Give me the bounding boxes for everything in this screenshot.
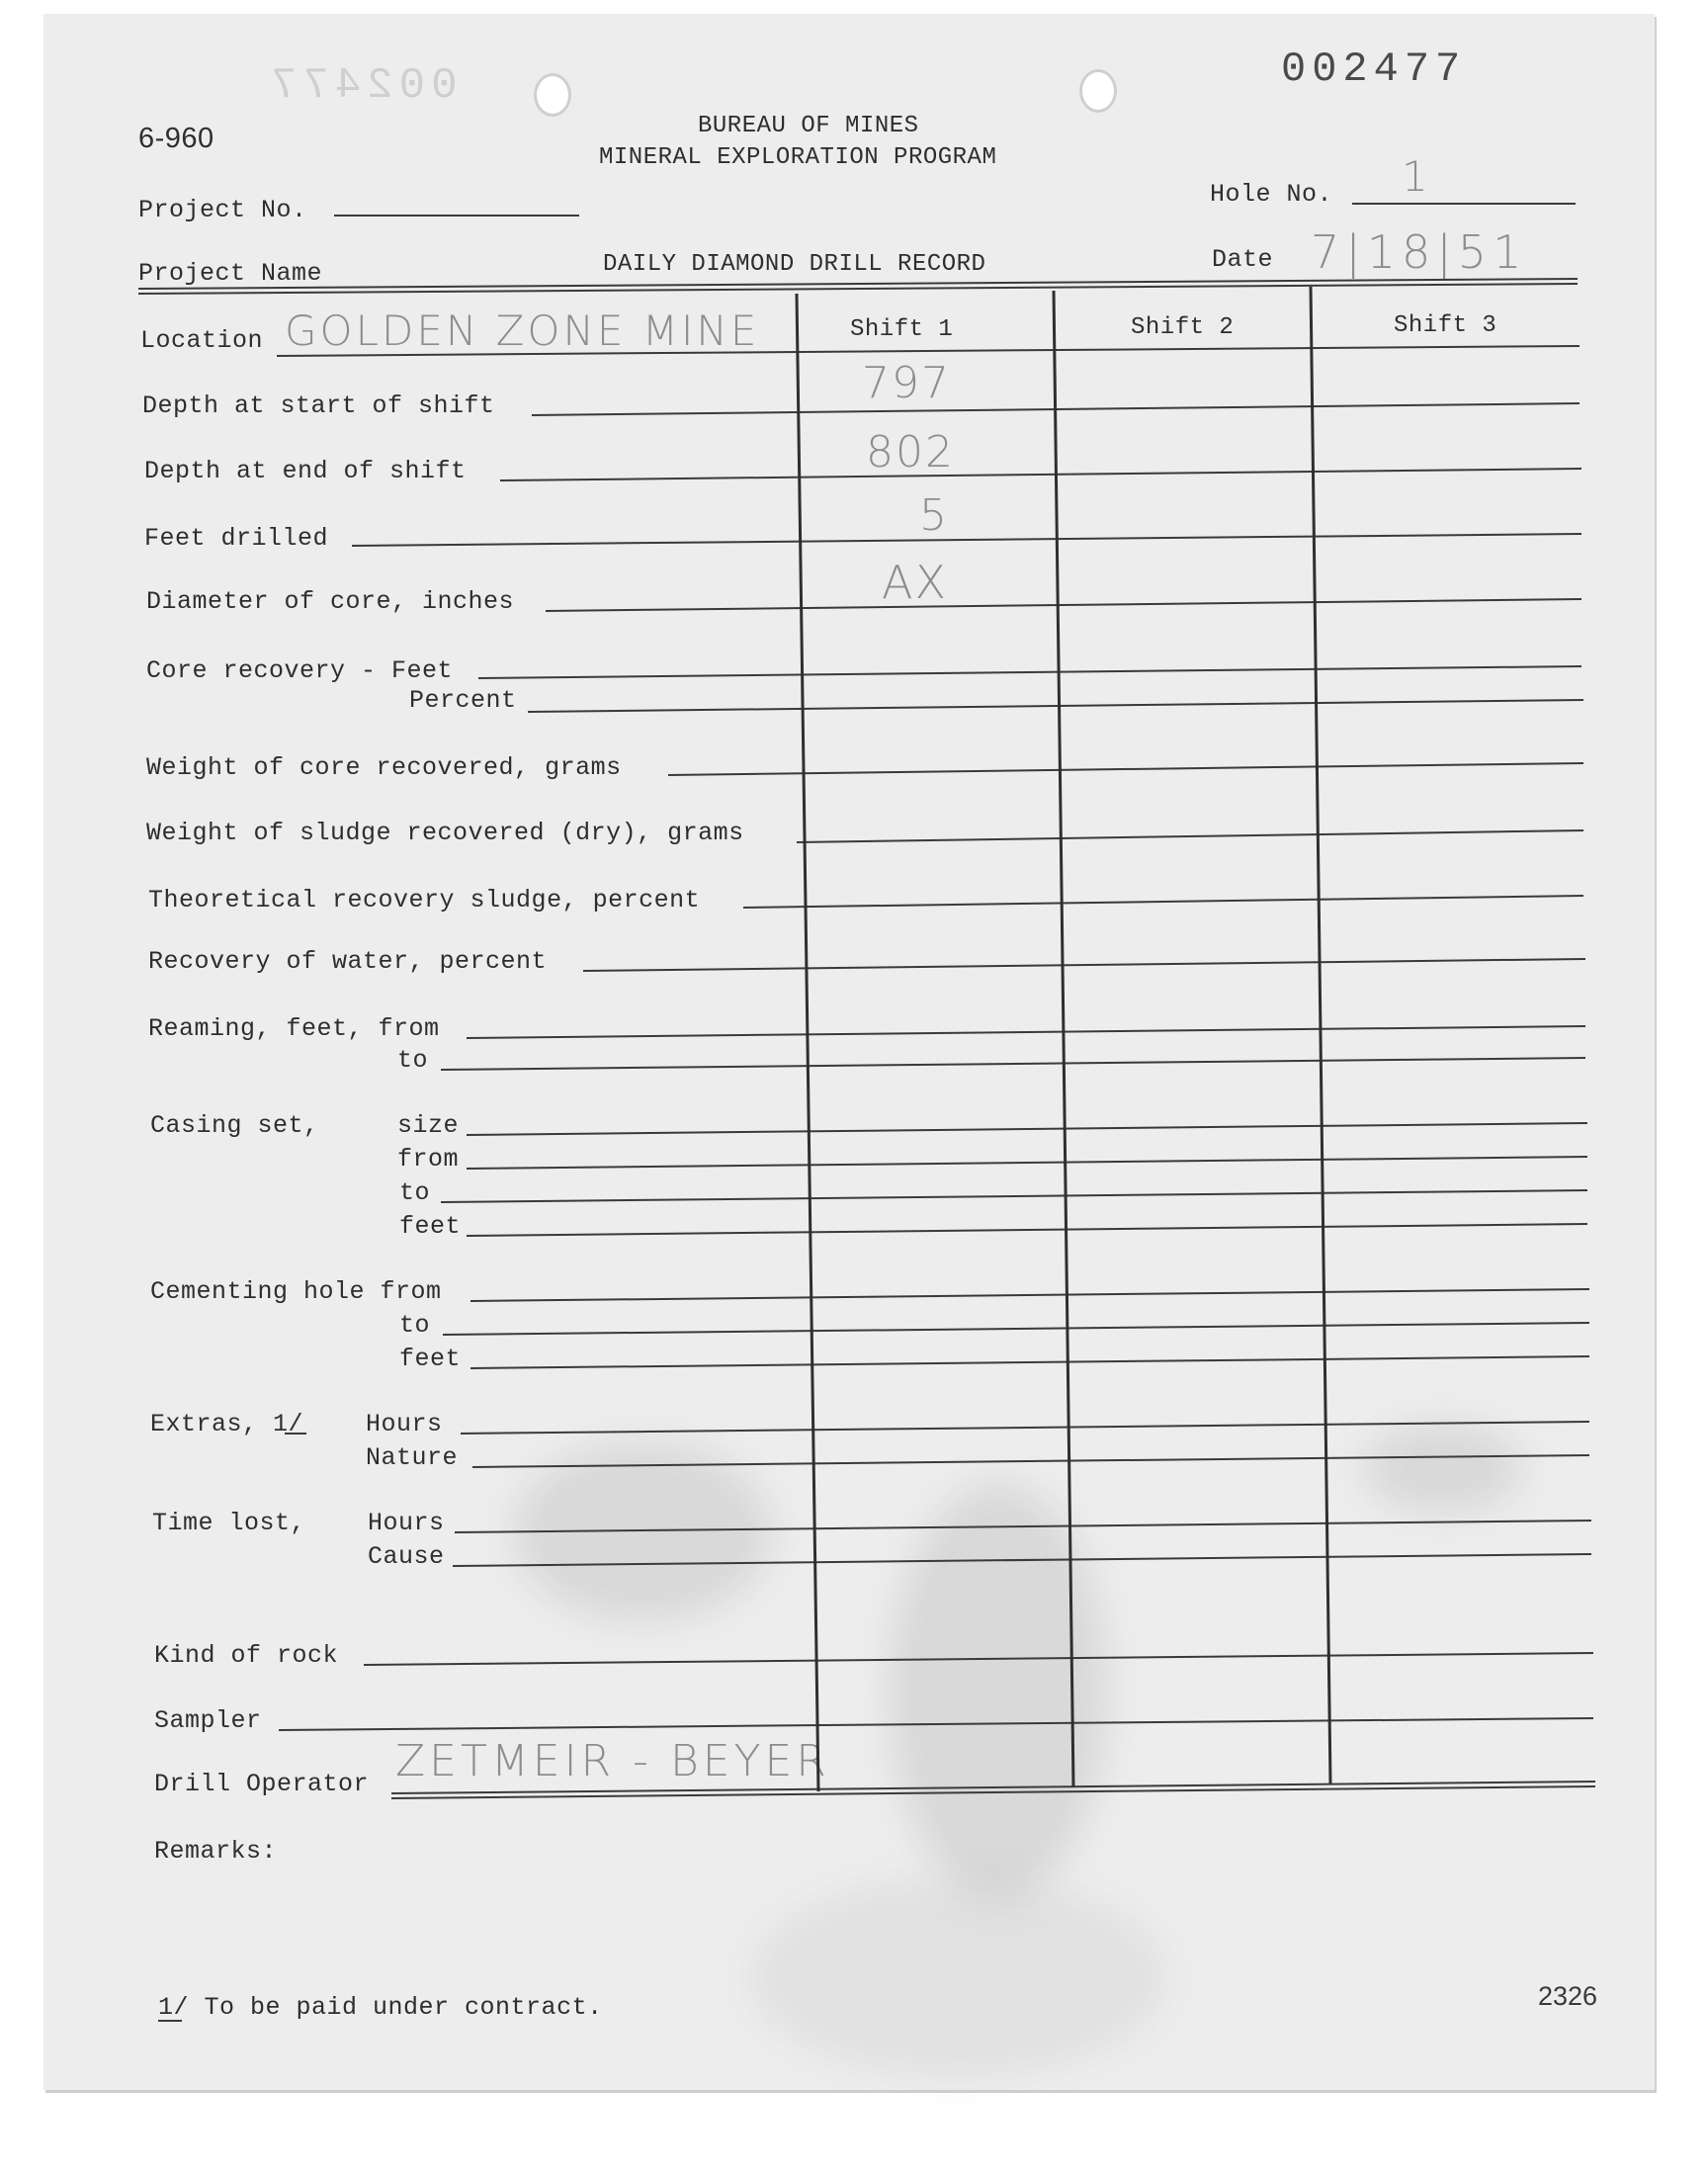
column-divider-3 xyxy=(1311,287,1330,1784)
row-line-kind-of-rock xyxy=(364,1653,1593,1665)
shift-3-header: Shift 3 xyxy=(1394,312,1497,339)
footnote: 1/ To be paid under contract. xyxy=(158,1993,603,2022)
row-line-cementing-to xyxy=(443,1323,1589,1335)
row-line-casing-from xyxy=(467,1157,1587,1169)
row-line-core-recovery-feet xyxy=(478,666,1581,678)
project-name-label: Project Name xyxy=(138,259,323,288)
agency-title: BUREAU OF MINES xyxy=(698,113,919,139)
drill-operator-value: ZETMEIR - BEYER xyxy=(395,1736,830,1786)
project-no-label: Project No. xyxy=(138,196,307,224)
shift-2-header: Shift 2 xyxy=(1131,314,1235,341)
row-label-core-diameter: Diameter of core, inches xyxy=(146,587,515,616)
row-sublabel-casing-to: to xyxy=(399,1178,431,1207)
hole-no-label: Hole No. xyxy=(1210,180,1333,209)
row-line-time-lost-cause xyxy=(453,1554,1591,1566)
column-divider-2 xyxy=(1054,291,1073,1787)
row-label-extras: Extras, 1/ xyxy=(150,1410,304,1438)
row-line-casing-to xyxy=(441,1190,1587,1202)
date-value: 7|18|51 xyxy=(1311,225,1528,279)
column-divider-1 xyxy=(797,294,818,1791)
core-diameter-shift1: AX xyxy=(882,556,948,609)
drill-operator-label: Drill Operator xyxy=(154,1770,370,1798)
location-value: GOLDEN ZONE MINE xyxy=(285,306,760,355)
row-sublabel-percent: Percent xyxy=(409,686,517,715)
row-line-extras-nature xyxy=(472,1455,1589,1467)
row-label-sampler: Sampler xyxy=(154,1706,262,1735)
row-line-cementing-from xyxy=(470,1289,1589,1301)
row-sublabel-reaming-to: to xyxy=(397,1046,429,1075)
row-sublabel-time-lost-cause: Cause xyxy=(368,1542,445,1571)
row-label-cementing: Cementing hole from xyxy=(150,1277,442,1306)
row-sublabel-extras-hours: Hours xyxy=(366,1410,443,1438)
header-rule-bottom xyxy=(138,284,1578,294)
row-label-reaming: Reaming, feet, from xyxy=(148,1014,440,1043)
row-line-theoretical-recovery xyxy=(743,896,1583,908)
shift-1-header: Shift 1 xyxy=(850,316,954,343)
document-stamp-number: 002477 xyxy=(1281,45,1467,93)
row-line-reaming-from xyxy=(467,1026,1585,1038)
row-label-time-lost: Time lost, xyxy=(152,1509,306,1537)
row-sublabel-cementing-feet: feet xyxy=(399,1345,462,1373)
form-number: 6-960 xyxy=(138,123,214,154)
hole-no-value: 1 xyxy=(1402,152,1430,201)
bleed-through-stamp: 002477 xyxy=(265,61,458,111)
program-title: MINERAL EXPLORATION PROGRAM xyxy=(599,144,997,171)
row-line-casing-feet xyxy=(467,1224,1587,1236)
row-line-cementing-feet xyxy=(470,1356,1589,1368)
feet-drilled-shift1: 5 xyxy=(919,490,949,541)
record-title: DAILY DIAMOND DRILL RECORD xyxy=(603,251,986,278)
row-label-casing: Casing set, xyxy=(150,1111,319,1140)
location-label: Location xyxy=(140,326,264,355)
row-sublabel-extras-nature: Nature xyxy=(366,1443,459,1472)
row-sublabel-casing-feet: feet xyxy=(399,1212,462,1241)
row-sublabel-casing-size: size xyxy=(397,1111,460,1140)
row-label-core-recovery: Core recovery - Feet xyxy=(146,656,454,685)
depth-start-shift1: 797 xyxy=(862,358,951,408)
row-label-core-weight: Weight of core recovered, grams xyxy=(146,753,622,782)
remarks-label: Remarks: xyxy=(154,1837,278,1866)
row-sublabel-casing-from: from xyxy=(397,1145,460,1174)
row-line-extras-hours xyxy=(461,1422,1589,1434)
row-line-core-diameter xyxy=(546,599,1581,611)
depth-end-shift1: 802 xyxy=(866,427,955,478)
row-line-water-recovery xyxy=(583,959,1585,971)
header-rule-top xyxy=(138,279,1578,289)
row-line-time-lost-hours xyxy=(455,1521,1591,1532)
row-line-sampler xyxy=(279,1718,1593,1730)
row-line-sludge-weight xyxy=(797,830,1583,842)
row-label-feet-drilled: Feet drilled xyxy=(144,524,329,553)
row-line-depth-end xyxy=(500,469,1581,480)
page-code: 2326 xyxy=(1538,1981,1598,2011)
row-label-theoretical-recovery: Theoretical recovery sludge, percent xyxy=(148,886,701,914)
row-line-core-recovery-percent xyxy=(528,700,1583,712)
row-label-kind-of-rock: Kind of rock xyxy=(154,1641,339,1670)
row-line-reaming-to xyxy=(441,1058,1585,1070)
row-label-sludge-weight: Weight of sludge recovered (dry), grams xyxy=(146,819,744,847)
location-line xyxy=(277,346,1580,356)
row-label-depth-start: Depth at start of shift xyxy=(142,392,495,420)
row-line-casing-size xyxy=(467,1123,1587,1135)
row-line-feet-drilled xyxy=(352,534,1581,546)
row-label-depth-end: Depth at end of shift xyxy=(144,457,467,485)
row-line-core-weight xyxy=(668,763,1583,775)
row-sublabel-time-lost-hours: Hours xyxy=(368,1509,445,1537)
row-sublabel-cementing-to: to xyxy=(399,1311,431,1340)
row-label-water-recovery: Recovery of water, percent xyxy=(148,947,548,976)
date-label: Date xyxy=(1212,245,1274,274)
